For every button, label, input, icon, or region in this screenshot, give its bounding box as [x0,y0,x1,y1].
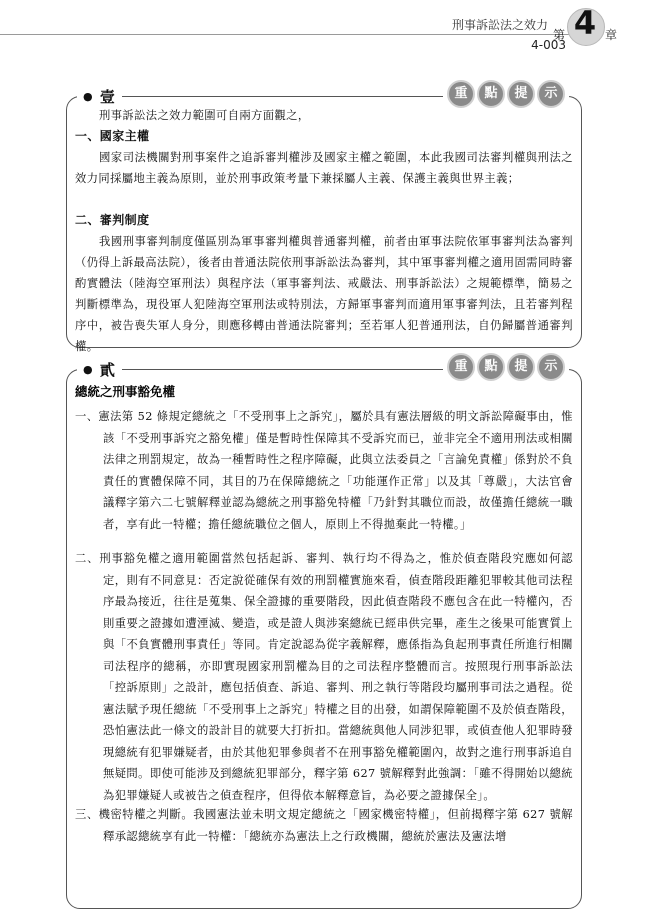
heading-national-sovereignty: 一、國家主權 [75,129,150,143]
heading-trial-system: 二、審判制度 [75,213,150,227]
key-points-badge [443,353,569,381]
section-2-subtitle: 總統之刑事豁免權 [75,384,176,399]
paragraph-trial-system: 我國刑事審判制度僅區別為軍事審判權與普通審判權，前者由軍事法院依軍事審判法為審判（仍得上訴最高法院），後者由普通法院依刑事訴訟法為審判，其中軍事審判權之適用固需同時審酌實體法（陸海空軍刑法）與程序法（軍事審判法、戒嚴法、刑事訴訟法）之規範標準，簡易之判斷標準為，現役軍人犯陸海空軍刑法或特別法，方歸軍事審判而適用軍事審判法，且若審判程序中，被告喪失軍人身分，則應移轉由普通法院審判；至若軍人犯普通刑法，自仍歸屬普通審判權。 [75,235,573,353]
section-2-box [66,359,582,909]
section-1-intro: 刑事訴訟法之效力範圍可自兩方面觀之， [99,109,310,122]
list-item-3: 三、機密特權之判斷。我國憲法並未明文規定總統之「國家機密特權」，但前揭釋字第 627 號解釋承認總統享有此一特權：「總統亦為憲法上之行政機關，總統於憲法及憲法增 [75,808,573,843]
key-point-char: 重 [447,80,475,108]
list-item-1: 一、憲法第 52 條規定總統之「不受刑事上之訴究」，屬於具有憲法層級的明文訴訟障礙事由，惟該「不受刑事訴究之豁免權」僅是暫時性保障其不受訴究而已，並非完全不適用刑法或相關法律之刑罰規定，故為一種暫時性之程序障礙，此與立法委員之「言論免責權」係對於不負責任的實體保障不同，其目的乃在保障總統之「功能運作正常」以及其「尊嚴」，大法官會議釋字第六二七號解釋並認為總統之刑事豁免特權「乃針對其職位而設，故僅擔任總統一職者，享有此一特權；擔任總統職位之個人，原則上不得拋棄此一特權。」 [75,410,573,531]
chapter-number: 4 [573,4,597,42]
key-point-char: 重 [447,353,475,381]
key-point-char: 示 [537,80,565,108]
page-number: 4-003 [531,38,566,52]
section-1-label [77,86,122,107]
chapter-prefix: 第 [553,28,566,42]
chapter-suffix: 章 [605,28,618,42]
bullet-icon: ● [83,90,94,103]
section-2-label-text: 貳 [99,361,116,379]
key-point-char: 提 [507,80,535,108]
header-rule [0,34,570,35]
running-title: 刑事訴訟法之效力 [451,18,548,32]
section-2-label [77,359,122,380]
section-1-box [66,86,582,353]
list-item-2: 二、刑事豁免權之適用範圍當然包括起訴、審判、執行均不得為之，惟於偵查階段究應如何認定，則有不同意見：否定說從確保有效的刑罰權實施來看，偵查階段距離犯罪較其他司法程序最為接近，往往是蒐集、保全證據的重要階段，因此偵查階段不應包含在此一特權內，否則重要之證據如遭湮滅、變造，或是證人與涉案總統已經串供完畢，產生之後果可能實質上與「不負實體刑事責任」等同。肯定說認為從字義解釋，應係指為負起刑事責任所進行相關司法程序的總稱，亦即實現國家刑罰權為目的之司法程序整體而言。按照現行刑事訴訟法「控訴原則」之設計，應包括偵查、訴追、審判、刑之執行等階段均屬刑事司法之過程。從憲法賦予現任總統「不受刑事上之訴究」特權之目的出發，如謂保障範圍不及於偵查階段，恐怕憲法此一條文的設計目的就要大打折扣。當總統與他人同涉犯罪，或偵查他人犯罪時發現總統有犯罪嫌疑者，由於其他犯罪參與者不在刑事豁免權範圍內，故對之進行刑事訴追自無疑問。即使可能涉及到總統犯罪部分，釋字第 627 號解釋對此強調：「雖不得開始以總統為犯罪嫌疑人或被告之偵查程序，但得依本解釋意旨，為必要之證據保全」。 [75,552,573,802]
key-point-char: 點 [477,353,505,381]
key-points-badge [443,80,569,108]
key-point-char: 示 [537,353,565,381]
chapter-badge [545,4,645,46]
section-1-label-text: 壹 [99,88,116,106]
paragraph-national-sovereignty: 國家司法機關對刑事案件之追訴審判權涉及國家主權之範圍，本此我國司法審判權與刑法之效力同採屬地主義為原則，並於刑事政策考量下兼採屬人主義、保護主義與世界主義； [75,151,573,185]
bullet-icon: ● [83,363,94,376]
key-point-char: 提 [507,353,535,381]
key-point-char: 點 [477,80,505,108]
